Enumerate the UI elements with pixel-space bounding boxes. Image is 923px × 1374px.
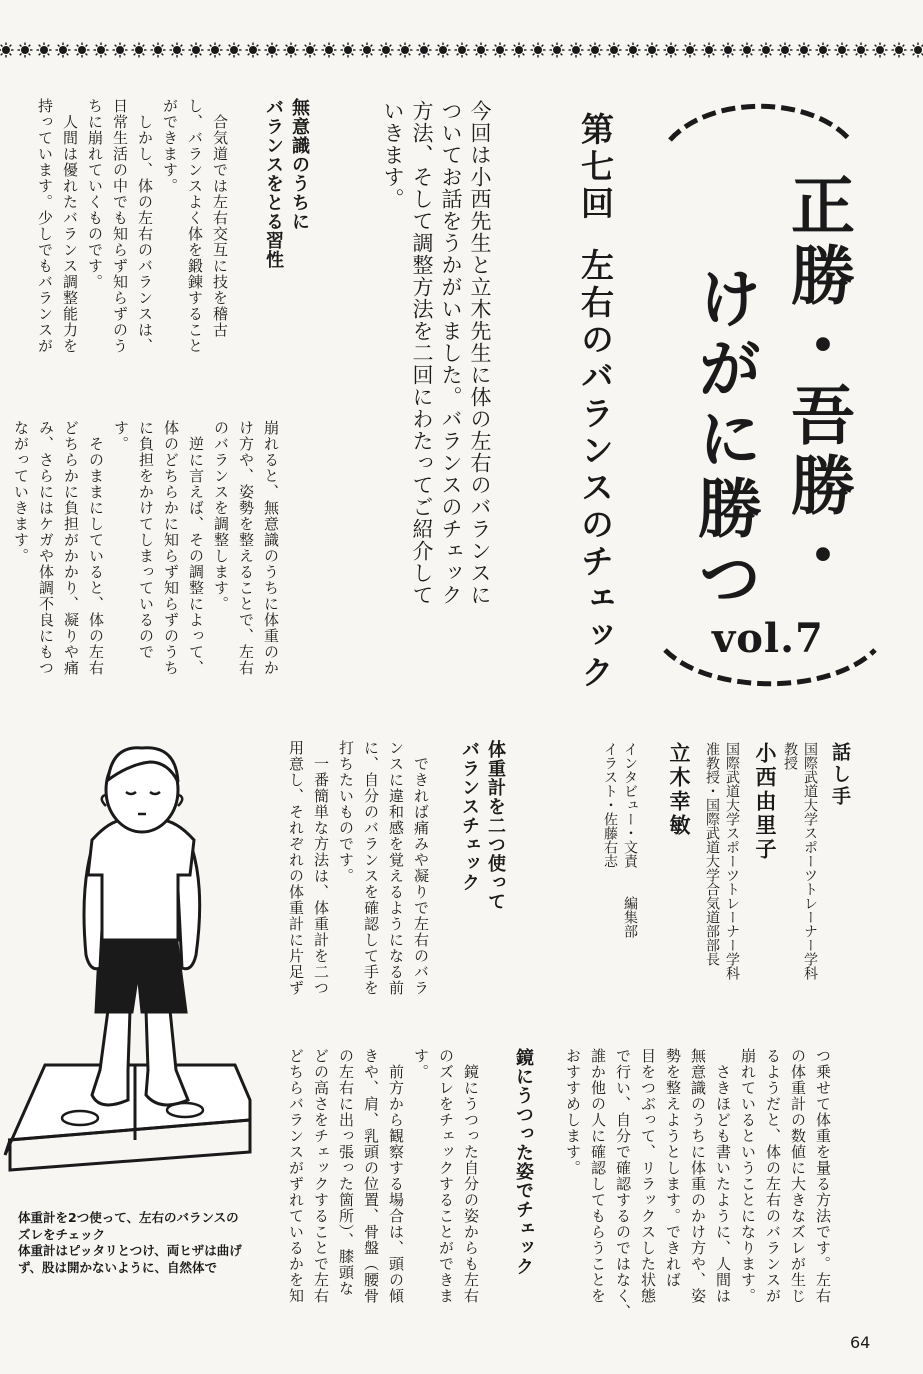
konishi-affiliation: 国際武道大学スポーツトレーナー学科 教授 — [782, 742, 818, 980]
speakers-heading: 話し手 — [829, 742, 851, 808]
scale-column-1: できれば痛みや凝りで左右のバラ ンスに違和感を覚えるようになる前 に、自分のバランスを確認して手を 打ちたいものです。 一番簡単な方法は、体重計を二つ 用意し、それぞれの体重計に片足ず — [287, 740, 430, 996]
interview-credit: インタビュー・文責 編集部 イラスト・佐藤右志 — [602, 742, 638, 938]
tachiki-name: 立木幸敏 — [667, 742, 691, 838]
title-bracket-top — [660, 90, 860, 150]
tachiki-affiliation: 国際武道大学スポーツトレーナー学科 准教授・国際武道大学合気道部部長 — [704, 742, 740, 980]
mirror-heading: 鏡にうつった姿でチェック — [513, 1048, 534, 1276]
habit-heading: 無意識のうちに バランスをとる習性 — [263, 98, 310, 269]
series-title-line-2: けがに勝つ — [687, 265, 761, 615]
page-number: 64 — [850, 1333, 871, 1352]
person-on-two-scales-illustration — [0, 740, 270, 1180]
series-title-line-1: 正勝・吾勝・ — [780, 172, 854, 592]
decorative-border — [0, 36, 923, 66]
scale-column-2: つ乗せて体重を量る方法です。左右 の体重計の数値に大きなズレが生じ るようだと、体の左右のバランスが 崩れているということになります。 さきほども書いたように、人間は 無意識のうちに体重のかけ方や、姿 勢を整えようとします。できれば 目をつぶって、リラックスした状態 で行い、自分で確認するのではなく、 誰か他の人に確認してもらうことを おすすめします。 — [564, 1048, 832, 1320]
episode-label: 第七回 — [576, 112, 615, 223]
konishi-name: 小西由里子 — [753, 742, 777, 862]
illustration-caption: 体重計を2つ使って、左右のバランスの ズレをチェック 体重計はピッタリとつけ、両ヒザは曲げ ず、股は開かないように、自然体で — [18, 1210, 242, 1275]
habit-column-2: 崩れると、無意識のうちに体重のか け方や、姿勢を整えることで、左右 のバランスを調整します。 逆に言えば、その調整によって、 体のどちらかに知らず知らずのうち に負担をかけてしまっているので す。 そのままにしていると、体の左右 どちらかに負担がかかり、凝りや痛 み、さらにはケガや体調不良にもつ ながっていきます。 — [12, 420, 280, 676]
habit-column-1: 合気道では左右交互に技を稽古 し、バランスよく体を鍛錬すること ができます。 しかし、体の左右のバランスは、 日常生活の中でも知らず知らずのう ちに崩れていくものです。 人間は優れたバランス調整能力を 持っています。少しでもバランスが — [36, 98, 229, 354]
lead-paragraph: 今回は小西先生と立木先生に体の左右のバランスに ついてお話をうかがいました。バランスのチェック 方法、そして調整方法を二回にわたってご紹介して いきます。 — [381, 100, 492, 606]
episode-subtitle: 左右のバランスのチェック — [576, 248, 615, 692]
scale-heading: 体重計を二つ使って バランスチェック — [459, 740, 506, 911]
volume-label: vol.7 — [712, 615, 824, 662]
mirror-column-1: 鏡にうつった自分の姿からも左右 のズレをチェックすることができま す。 前方から観察する場合は、頭の傾 きや、肩、乳頭の位置、骨盤（腰骨 の左右に出っ張った箇所）、膝頭な どの高さをチェックすることで左右 どちらバランスがずれているかを知 — [287, 1048, 480, 1304]
